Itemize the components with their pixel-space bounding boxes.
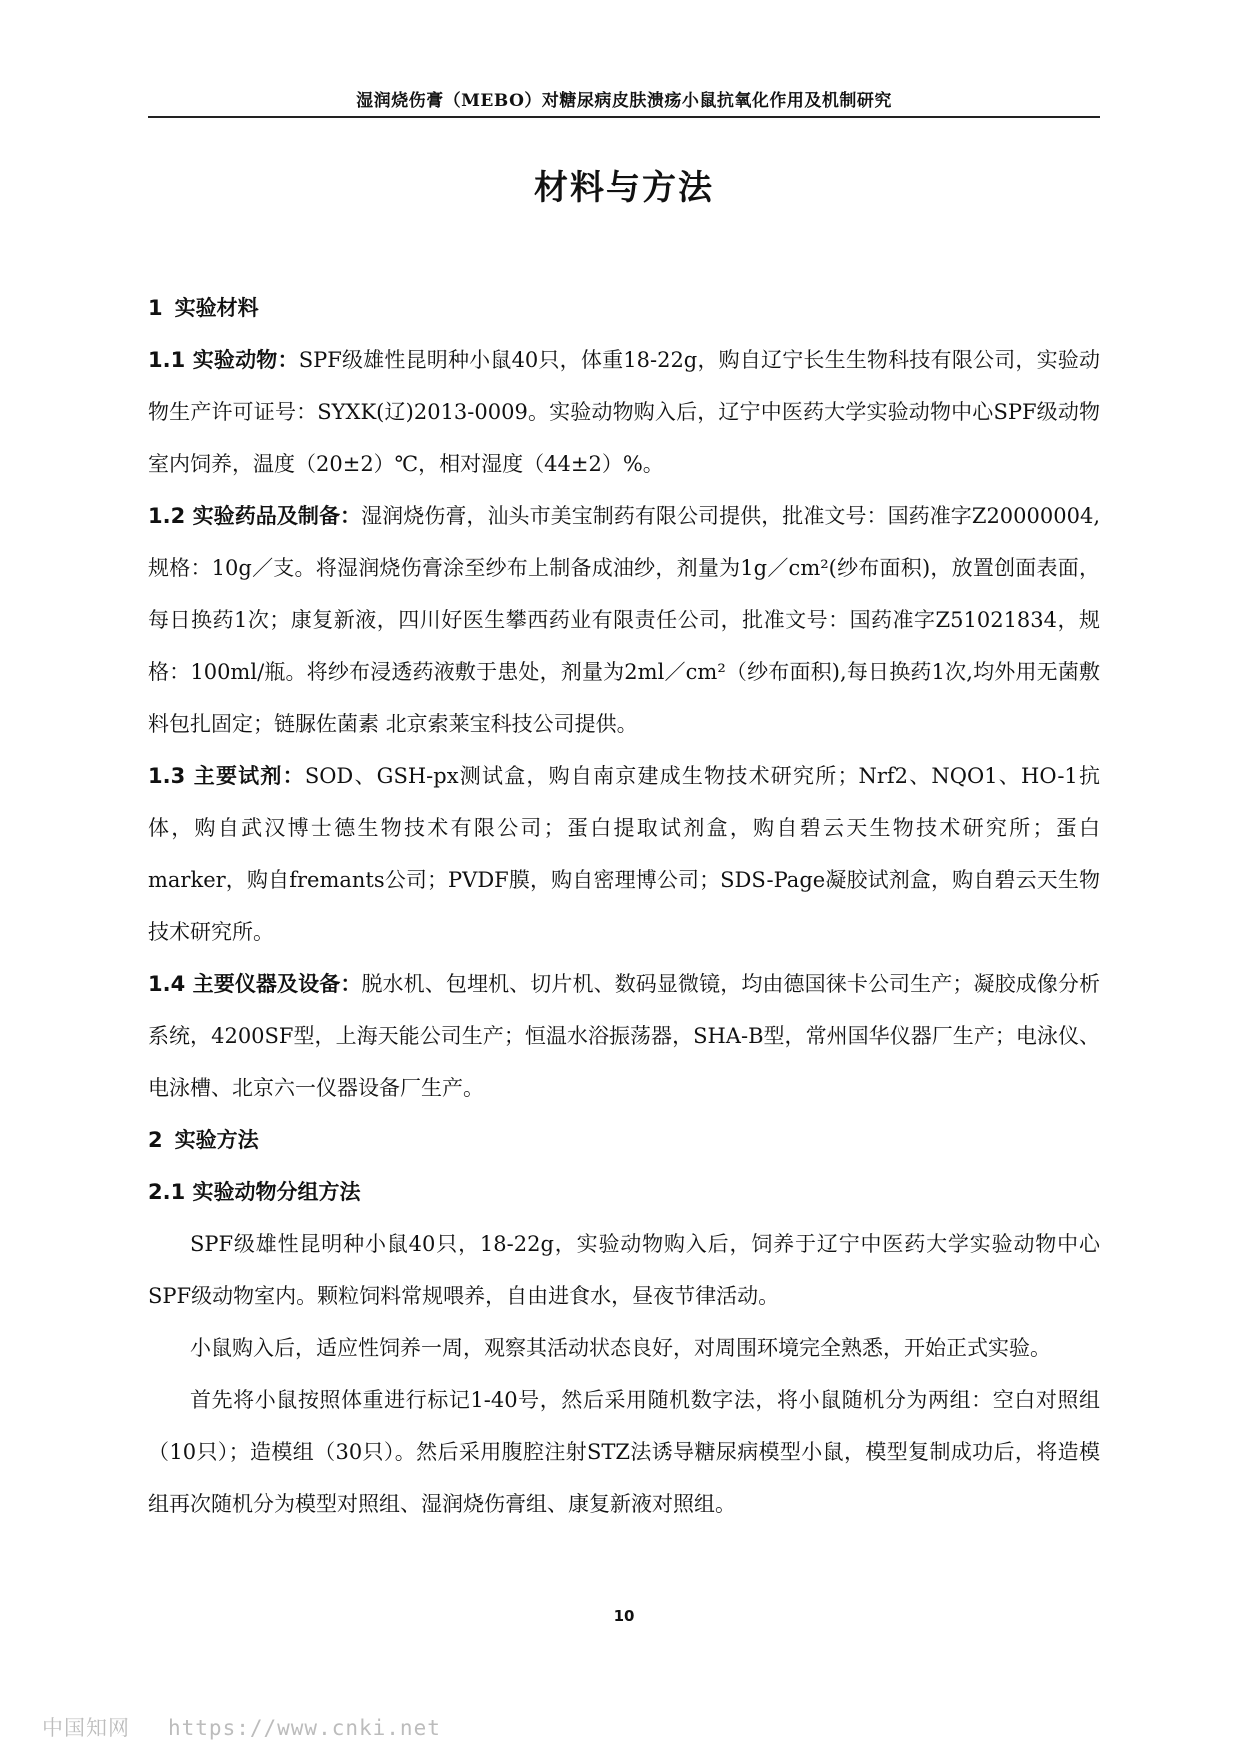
paragraph-2-1-b: 小鼠购入后，适应性饲养一周，观察其活动状态良好，对周围环境完全熟悉，开始正式实验。 bbox=[190, 1336, 1051, 1360]
subsection-label: 1.2 实验药品及制备： bbox=[148, 504, 362, 528]
cnki-watermark bbox=[42, 1712, 441, 1742]
section-heading-2 bbox=[148, 1114, 1100, 1166]
paragraph-text: SPF级雄性昆明种小鼠40只，体重18-22g，购自辽宁长生生物科技有限公司，实验动物生产许可证号：SYXK(辽)2013-0009。实验动物购入后，辽宁中医药大学实验动物中心SPF级动物室内饲养，温度（20±2）℃，相对湿度（44±2）%。 bbox=[148, 348, 1100, 476]
document-body bbox=[148, 282, 1100, 1530]
paragraph-1-3 bbox=[148, 750, 1100, 958]
paragraph-1-4 bbox=[148, 958, 1100, 1114]
chapter-title: 材料与方法 bbox=[534, 168, 714, 208]
paragraph-text: SOD、GSH-px测试盒，购自南京建成生物技术研究所；Nrf2、NQO1、HO-1抗体，购自武汉博士德生物技术有限公司；蛋白提取试剂盒，购自碧云天生物技术研究所；蛋白marker，购自fremants公司；PVDF膜，购自密理博公司；SDS-Page凝胶试剂盒，购自碧云天生物技术研究所。 bbox=[148, 764, 1100, 944]
header-rule bbox=[148, 116, 1100, 118]
paragraph-1-2 bbox=[148, 490, 1100, 750]
subsection-label: 1.3 主要试剂： bbox=[148, 764, 305, 788]
subsection-label: 1.1 实验动物： bbox=[148, 348, 299, 372]
page-number: 10 bbox=[613, 1607, 635, 1625]
cnki-logo-text: 中国知网 bbox=[42, 1716, 130, 1740]
paragraph-1-1 bbox=[148, 334, 1100, 490]
section-title: 实验材料 bbox=[174, 296, 259, 320]
paragraph-2-1-c: 首先将小鼠按照体重进行标记1-40号，然后采用随机数字法，将小鼠随机分为两组：空白对照组（10只）；造模组（30只）。然后采用腹腔注射STZ法诱导糖尿病模型小鼠，模型复制成功后，将造模组再次随机分为模型对照组、湿润烧伤膏组、康复新液对照组。 bbox=[148, 1388, 1100, 1516]
section-number: 2 bbox=[148, 1128, 163, 1152]
paragraph-text: 湿润烧伤膏，汕头市美宝制药有限公司提供，批准文号：国药准字Z20000004,规格：10g／支。将湿润烧伤膏涂至纱布上制备成油纱，剂量为1g／cm²(纱布面积)，放置创面表面，每日换药1次；康复新液，四川好医生攀西药业有限责任公司，批准文号：国药准字Z51021834，规格：100ml/瓶。将纱布浸透药液敷于患处，剂量为2ml／cm²（纱布面积),每日换药1次,均外用无菌敷料包扎固定；链脲佐菌素 北京索莱宝科技公司提供。 bbox=[148, 504, 1101, 736]
subsection-heading-2-1: 2.1 实验动物分组方法 bbox=[148, 1180, 361, 1204]
running-header: 湿润烧伤膏（MEBO）对糖尿病皮肤溃疡小鼠抗氧化作用及机制研究 bbox=[356, 91, 892, 111]
cnki-url: https://www.cnki.net bbox=[168, 1716, 441, 1740]
subsection-label: 1.4 主要仪器及设备： bbox=[148, 972, 362, 996]
section-heading-1 bbox=[148, 282, 1100, 334]
section-title: 实验方法 bbox=[174, 1128, 259, 1152]
paragraph-text: 脱水机、包埋机、切片机、数码显微镜，均由德国徕卡公司生产；凝胶成像分析系统，4200SF型，上海天能公司生产；恒温水浴振荡器，SHA-B型，常州国华仪器厂生产；电泳仪、电泳槽、北京六一仪器设备厂生产。 bbox=[148, 972, 1100, 1100]
section-number: 1 bbox=[148, 296, 163, 320]
paragraph-2-1-a: SPF级雄性昆明种小鼠40只，18-22g，实验动物购入后，饲养于辽宁中医药大学实验动物中心SPF级动物室内。颗粒饲料常规喂养，自由进食水，昼夜节律活动。 bbox=[148, 1232, 1100, 1308]
